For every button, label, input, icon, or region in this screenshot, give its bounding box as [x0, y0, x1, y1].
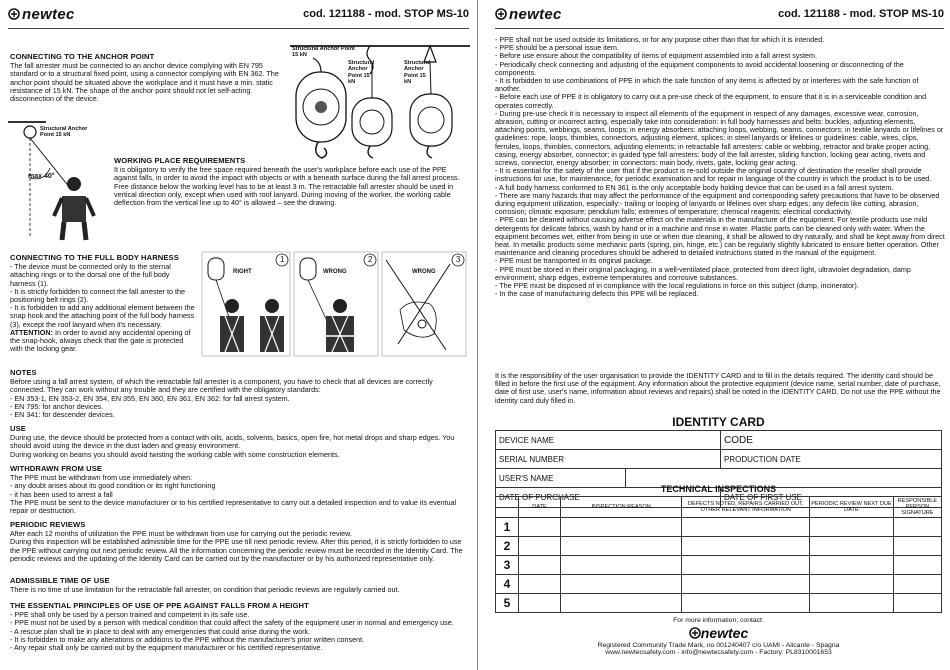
- principles-list: [495, 36, 945, 299]
- cell-reason[interactable]: [560, 518, 681, 537]
- periodic-line-1: After each 12 months of utilization the PPE must be withdrawn from use for carrying out the periodic review.: [10, 529, 352, 539]
- anchor-text: The fall arrester must be connected to an anchor device complying with EN 795 standard or to a structural fixed point, using a connector complying with EN 362. The anchor point should be situated above the workplace and it must have a min. static resistance of 15 kN. The shape of the anchor point should not let self-acting disconnection of the device.: [10, 61, 279, 104]
- newtec-logo-icon: [689, 627, 701, 639]
- responsibility-text: It is the responsibility of the user organisation to provide the IDENTITY CARD and to fill in the details required. The identity card should be filled in before the first use of the equipment. Any information about the protective equipment (device name, serial number, date of purchase, date of first use, user's name, information about reviews and repairs) shall be noted in the IDENTITY CARD. Do not use the PPE without the identity card duly filled in.: [495, 371, 941, 405]
- use-title: USE: [10, 424, 26, 433]
- working-title: WORKING PLACE REQUIREMENTS: [114, 156, 246, 165]
- bullet-6: - Before each use of PPE it is obligatory to carry out a pre-use check of the equipment, to ensure that it is in a serviceable condition and operates correctly.: [495, 92, 927, 110]
- id-row-2: [496, 450, 941, 469]
- max-angle-label: max 40°: [28, 173, 55, 180]
- essential-line-3: - A rescue plan shall be in place to deal with any emergencies that could arise during the work.: [10, 626, 311, 636]
- bullet-11: - PPE can be cleaned without causing adverse effect on the materials in the manufacture of the equipment. For textile products use mild detergents for delicate fabrics, wash by hand or in a machine and rinse in water. Plastic parts can be cleaned only with water. When the equipment becomes wet, either from being in use or when due cleaning, it shall be allowed to dry naturally, and shall be kept away from direct heat. In metallic products some mechanic parts (spring, pin, hinge, etc.) can be regularly slightly lubricated to ensure better operation. Other maintenance and cleaning procedures should be adhered to detailed instructions stated in the manual of the equipment.: [495, 215, 945, 258]
- technical-inspections-title: TECHNICAL INSPECTIONS: [660, 484, 777, 494]
- figure-number-1: 1: [280, 255, 285, 264]
- bullet-12: - PPE must be transported in its original package.: [495, 256, 653, 266]
- cell-next-due[interactable]: [810, 556, 894, 575]
- bullet-1: - PPE shall not be used outside its limitations, or for any purpose other than that for which it is intended.: [495, 35, 825, 44]
- anchor-device-figure: [290, 42, 470, 160]
- essential-section: [10, 602, 468, 652]
- code-line-right: cod. 121188 - mod. STOP MS-10: [778, 8, 944, 20]
- tech-header-signature: RESPONSIBLE PERSON SIGNATURE: [893, 497, 941, 518]
- cell-defects[interactable]: [682, 537, 810, 556]
- cell-defects[interactable]: [682, 556, 810, 575]
- harness-section: [10, 254, 196, 353]
- essential-line-1: - PPE shall only be used by a person trained and competent in its safe use.: [10, 610, 250, 620]
- bullet-4: - Periodically check connecting and adjusting of the equipment components to avoid accidental loosening or disconnecting of the components.: [495, 59, 904, 77]
- essential-line-5: - Any repair shall only be carried out by the equipment manufacturer or his certified representative.: [10, 643, 323, 653]
- tech-header-row: [496, 497, 942, 518]
- struct-label-3: Structural Anchor Point 15 kN: [404, 60, 431, 86]
- admissible-text: There is no time of use limitation for the retractable fall arrester, on condition that periodic reviews are regularly carried out.: [10, 585, 400, 595]
- more-info-text: For more information, contact:: [673, 617, 764, 624]
- tech-row-3: [496, 556, 942, 575]
- working-text: It is obligatory to verify the free space required beneath the user's workplace before each use of the PPE against falls, in order to avoid the impact with objects or with a beneath surface during the fall arrest process. Free distance below the working level has to be at least 3 m. The retractable fall arrester should be used in vertical direction only, except when used with roof lanyard. During moving of the worker, the working cable deflection from the vertical line up to 40° is allowed – see the drawing.: [114, 165, 460, 208]
- bullet-8: - It is essential for the safety of the user that if the product is re-sold outside the original country of destination the reseller shall provide instructions for use, for maintenance, for periodic examination and for repair in language of the country in which the product is to be used.: [495, 166, 932, 184]
- tech-header-next-due: PERIODIC REVIEW NEXT DUE DATE: [810, 497, 894, 518]
- cell-signature[interactable]: [893, 556, 941, 575]
- admissible-title: ADMISSIBLE TIME OF USE: [10, 576, 110, 585]
- brand-name: newtec: [509, 6, 562, 23]
- device-name-field[interactable]: DEVICE NAME: [496, 431, 721, 449]
- bullet-2: - PPE should be a personal issue item.: [495, 43, 619, 53]
- anchor-section: [10, 53, 290, 103]
- header-rule-right: [495, 28, 944, 29]
- use-section: [10, 425, 468, 459]
- date-of-first-use-field[interactable]: DATE OF FIRST USE: [724, 493, 802, 502]
- brand-name: newtec: [22, 6, 75, 23]
- essential-line-2: - PPE must not be used by a person with medical condition that could affect the safety of the equipment user in normal and emergency use.: [10, 618, 454, 628]
- cell-next-due[interactable]: [810, 537, 894, 556]
- page-divider: [477, 0, 478, 670]
- bullet-9: - A full body harness conformed to EN 361 is the only acceptable body holding device that can be used in a fall arrest system.: [495, 182, 894, 192]
- cell-signature[interactable]: [893, 537, 941, 556]
- bullet-15: - In the case of manufacturing defects this PPE will be replaced.: [495, 289, 699, 299]
- left-header: [8, 6, 469, 26]
- cell-signature[interactable]: [893, 594, 941, 613]
- label-wrong-2: WRONG: [412, 269, 436, 275]
- essential-title: THE ESSENTIAL PRINCIPLES OF USE OF PPE AGAINST FALLS FROM A HEIGHT: [10, 601, 309, 610]
- cell-date[interactable]: [519, 594, 561, 613]
- device-1: [296, 58, 346, 158]
- cell-date[interactable]: [519, 556, 561, 575]
- struct-label-1: Structural Anchor Point 15 kN: [292, 46, 355, 59]
- contacts-text[interactable]: www.newtecsafety.com - info@newtecsafety.com - Factory: PL8310001653: [605, 649, 832, 657]
- cell-next-due[interactable]: [810, 518, 894, 537]
- serial-number-field[interactable]: SERIAL NUMBER: [496, 450, 721, 468]
- withdrawn-line-4: The PPE must be sent to the device manufacturer or to his certified representative to carry out a detailed inspection and to value its eventual repair or destruction.: [10, 497, 457, 516]
- periodic-line-2: During this inspection will be established admissible time for the PPE use till next periodic review. After this period, it is strictly forbidden to use the PPE without carrying out next periodic review. All the information concerning the periodic review must be recorded in the Identity Card. The periodic reviews and the updating of the Identity Card can be carried out by the manufacturer or by his authorized representative only.: [10, 537, 463, 563]
- cell-defects[interactable]: [682, 575, 810, 594]
- cell-date[interactable]: [519, 537, 561, 556]
- withdrawn-line-3: - it has been used to arrest a fall: [10, 489, 113, 499]
- row-number: 3: [496, 556, 519, 575]
- id-row-1: [496, 431, 941, 450]
- row-number: 4: [496, 575, 519, 594]
- tech-header-date: DATE: [519, 497, 561, 518]
- cell-next-due[interactable]: [810, 594, 894, 613]
- cell-defects[interactable]: [682, 518, 810, 537]
- withdrawn-section: [10, 465, 468, 515]
- cell-date[interactable]: [519, 518, 561, 537]
- bullet-3: - Before use ensure about the compatibility of items of equipment assembled into a fall arrest system.: [495, 51, 817, 61]
- tech-header-reason: INSPECTION REASON: [560, 497, 681, 518]
- harness-title: CONNECTING TO THE FULL BODY HARNESS: [10, 253, 179, 262]
- figure-number-2: 2: [368, 255, 373, 264]
- notes-title: NOTES: [10, 368, 37, 377]
- technical-inspections-table: [495, 496, 942, 613]
- production-date-field[interactable]: PRODUCTION DATE: [724, 454, 801, 464]
- cell-reason[interactable]: [560, 594, 681, 613]
- withdrawn-line-1: The PPE must be withdrawn from use immediately when:: [10, 473, 193, 483]
- footer: [487, 617, 950, 657]
- harness-line-1: - The device must be connected only to the sternal attaching rings or to the dorsal one of the full body harness (1).: [10, 262, 171, 288]
- admissible-section: [10, 577, 468, 594]
- footer-logo: [487, 624, 950, 641]
- newtec-logo-icon: [8, 8, 20, 20]
- bullet-7: - During pre-use check it is necessary to inspect all elements of the equipment in respect of any damages, excessive wear, corrosion, abrasion, cutting or incorrect acting, especially take into consideration: in full body harnesses and belts: buckles, adjusting elements, attaching points, webbings, seams, loops; in energy absorbers: attaching loops, webbing, seams, connectors; in textile lanyards or lifelines or guidelines: rope, loops, thimbles, connectors, adjusting element, splices; in steel lanyards or lifelines or guidelines: cable, wires, clips, ferrules, loops, thimbles, connectors, adjusting elements; in retractable fall arresters: cable or webbing, retractor and brake proper acting, casing, energy absorber, connector; in guided type fall arresters: body of the fall arrester, sliding function, locking gear acting, rivets and screws, connector, energy absorber; in connectors: main body, rivets, gate, locking gear acting.: [495, 108, 944, 168]
- figure-number-3: 3: [456, 255, 461, 264]
- periodic-title: PERIODIC REVIEWS: [10, 520, 86, 529]
- bullet-5: - It is forbidden to use combinations of PPE in which the safe function of any items is affected by or interferes with the safe function of another.: [495, 76, 919, 94]
- label-right: RIGHT: [233, 269, 252, 275]
- attention-label: ATTENTION:: [10, 327, 53, 337]
- harness-attention: [10, 329, 196, 354]
- brand-logo: [8, 6, 75, 23]
- row-number: 2: [496, 537, 519, 556]
- cell-reason[interactable]: [560, 537, 681, 556]
- notes-line-2: - EN 353-1, EN 353-2, EN 354, EN 355, EN 360, EN 361, EN 362: for fall arrest system.: [10, 393, 290, 403]
- harness-line-2: - It is strictly forbidden to connect the fall arrester to the positioning belt rings (2).: [10, 286, 185, 305]
- right-page: [487, 0, 950, 670]
- use-line-1: During use, the device should be protected from a contact with oils, acids, solvents, basics, open fire, hot metal drops and sharp edges. You should avoid using the device in the dust laden and greasy environment.: [10, 433, 455, 451]
- anchor-title: CONNECTING TO THE ANCHOR POINT: [10, 52, 155, 61]
- essential-line-4: - It is forbidden to make any alterations or additions to the PPE without the manufacturer's prior written consent.: [10, 634, 365, 644]
- brand-logo-right: [495, 6, 562, 23]
- bullet-10: - There are many hazards that may affect the performance of the equipment and corresponding safety precautions that have to be observed during equipment utilization, especially:- trailing or looping of lanyards or lifelines over sharp edges; any defects like cutting, abrasion, corrosion; climatic exposure; pendulum falls; extremes of temperature; chemical reagents; electrical conductivity.: [495, 190, 940, 217]
- harness-figures: [200, 250, 468, 358]
- tech-row-5: [496, 594, 942, 613]
- cell-defects[interactable]: [682, 594, 810, 613]
- notes-line-1: Before using a fall arrest system, of which the retractable fall arrester is a component, you have to check that all devices are correctly connected. They can work without any trouble and they are certified with the obligatory standards:: [10, 377, 433, 395]
- cell-date[interactable]: [519, 575, 561, 594]
- header-rule: [8, 28, 469, 29]
- withdrawn-title: WITHDRAWN FROM USE: [10, 464, 103, 473]
- struct-label-2: Structural Anchor Point 15 kN: [348, 60, 375, 86]
- notes-section: [10, 369, 468, 419]
- use-line-2: During working on beams you should avoid twisting the working cable with some construction elements.: [10, 449, 340, 459]
- registered-text: Registered Community Trade Mark, no 001240407 c/o UAMI - Alicante - Spagna: [597, 641, 840, 649]
- cell-reason[interactable]: [560, 556, 681, 575]
- cell-reason[interactable]: [560, 575, 681, 594]
- row-number: 5: [496, 594, 519, 613]
- code-field[interactable]: CODE: [724, 434, 753, 446]
- right-header: [495, 6, 944, 26]
- tech-row-1: [496, 518, 942, 537]
- struct-label-4: Structural Anchor Point 15 kN: [40, 126, 88, 139]
- tech-header-defects: DEFECTS NOTED, REPAIRS CARRIED OUT, OTHER RELEVANT INFORMATION: [682, 497, 810, 518]
- periodic-section: [10, 521, 468, 563]
- notes-line-3: - EN 795: for anchor devices.: [10, 401, 104, 411]
- tech-row-2: [496, 537, 942, 556]
- row-number: 1: [496, 518, 519, 537]
- bullet-14: - The PPE must be disposed of in compliance with the local regulations in force on this subject (dump, incinerator).: [495, 281, 859, 291]
- working-section: [114, 157, 462, 207]
- cell-signature[interactable]: [893, 518, 941, 537]
- identity-card-title: IDENTITY CARD: [672, 415, 765, 429]
- date-of-purchase-field[interactable]: DATE OF PURCHASE: [496, 488, 721, 507]
- withdrawn-line-2: - any doubt arises about its good condition or its right functioning: [10, 481, 216, 491]
- users-name-field[interactable]: USER'S NAME: [496, 469, 626, 487]
- brand-name: newtec: [700, 624, 749, 641]
- code-line: cod. 121188 - mod. STOP MS-10: [303, 8, 469, 20]
- cell-next-due[interactable]: [810, 575, 894, 594]
- cell-signature[interactable]: [893, 575, 941, 594]
- tech-row-4: [496, 575, 942, 594]
- newtec-logo-icon: [495, 8, 507, 20]
- harness-line-3: - It is forbidden to add any additional element between the snap hook and the attaching point of the full body harness (3), except the roof lanyard when it's necessary.: [10, 303, 195, 329]
- attention-text: In order to avoid any accidental opening of the snap-hook, always check that the gate is protected with the locking gear.: [10, 327, 191, 354]
- notes-line-4: - EN 341: for descender devices.: [10, 410, 115, 420]
- bullet-13: - PPE must be stored in their original packaging, in a well-ventilated place, protected from direct light, ultraviolet degradation, damp environment, sharp edges, extreme temperatures and corrosive substances.: [495, 264, 911, 282]
- tech-header-num: [496, 497, 519, 518]
- label-wrong-1: WRONG: [323, 269, 347, 275]
